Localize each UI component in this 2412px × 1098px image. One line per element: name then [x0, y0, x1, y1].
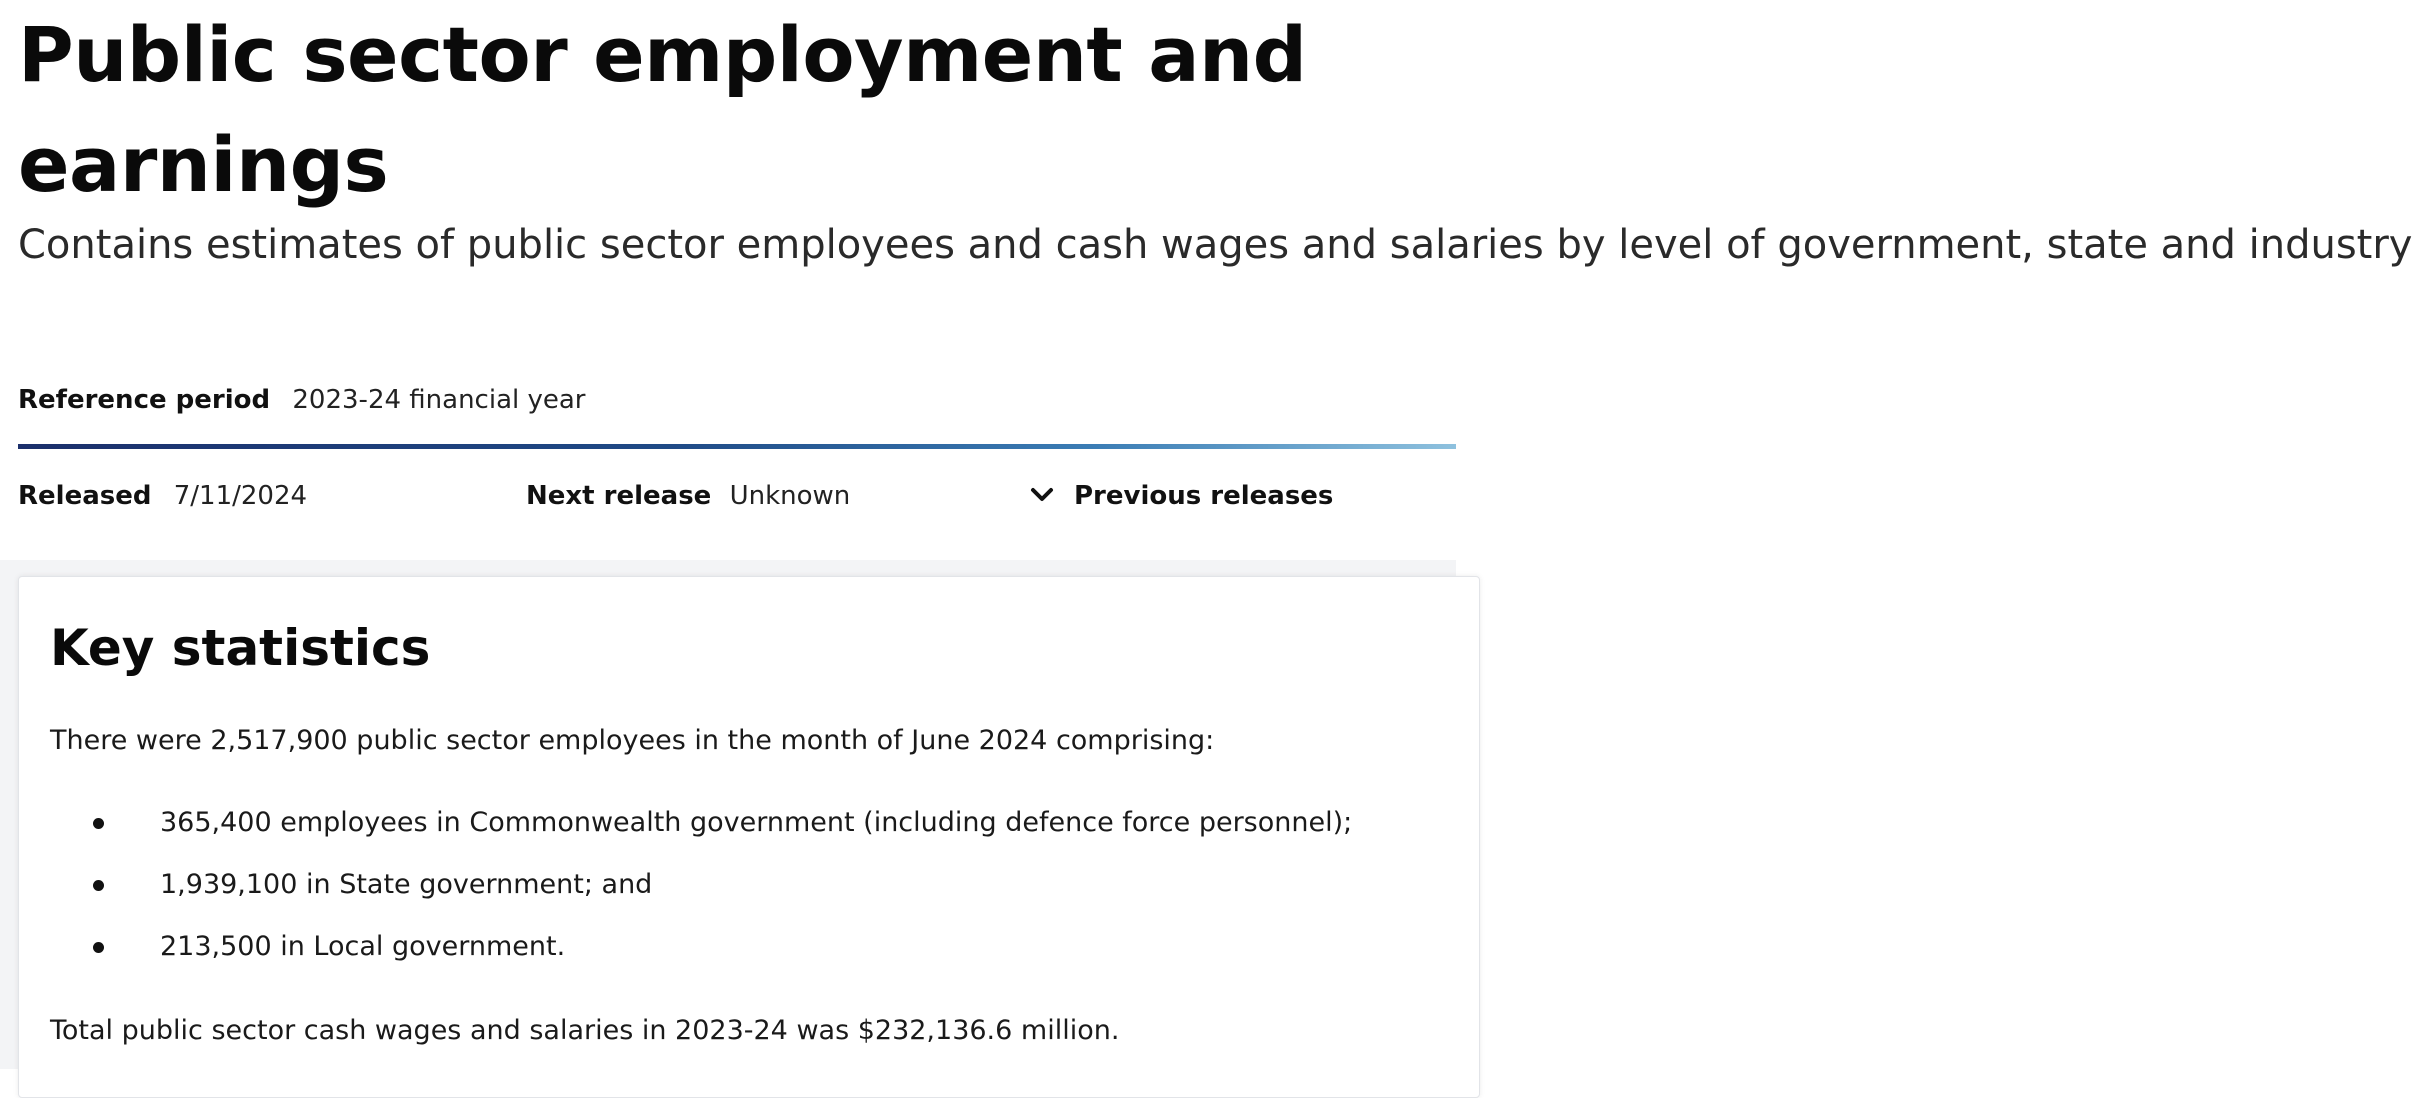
key-statistics-card	[18, 576, 1480, 1098]
list-item	[50, 801, 1352, 863]
release-info-row	[18, 474, 1456, 518]
previous-releases-label: Previous releases	[1074, 481, 1334, 511]
released-info	[18, 474, 307, 518]
header-divider	[18, 444, 1456, 449]
key-statistics-intro: There were 2,517,900 public sector employees in the month of June 2024 comprising:	[50, 725, 1215, 756]
reference-period	[18, 378, 586, 422]
bullet-icon	[93, 942, 104, 953]
bullet-icon	[93, 880, 104, 891]
page-title: Public sector employment and earnings	[18, 10, 1307, 209]
next-release-value: Unknown	[729, 481, 851, 511]
bullet-icon	[93, 818, 104, 829]
reference-period-label: Reference period	[18, 385, 271, 415]
next-release-label: Next release	[526, 481, 712, 511]
next-release-info	[526, 474, 850, 518]
key-statistics-title: Key statistics	[50, 619, 431, 677]
list-item-text: 213,500 in Local government.	[160, 931, 566, 962]
chevron-down-icon	[1030, 483, 1054, 507]
key-statistics-list	[50, 801, 1352, 987]
page-subtitle: Contains estimates of public sector employees and cash wages and salaries by level of government, state and industry	[18, 222, 2412, 268]
released-label: Released	[18, 481, 152, 511]
list-item	[50, 863, 1352, 925]
list-item-text: 1,939,100 in State government; and	[160, 869, 653, 900]
previous-releases-toggle[interactable]	[1030, 474, 1333, 518]
key-statistics-total: Total public sector cash wages and salaries in 2023-24 was $232,136.6 million.	[50, 1015, 1120, 1046]
list-item-text: 365,400 employees in Commonwealth government (including defence force personnel);	[160, 807, 1353, 838]
released-date: 7/11/2024	[173, 481, 308, 511]
list-item	[50, 925, 1352, 987]
reference-period-value: 2023-24 financial year	[292, 385, 586, 415]
